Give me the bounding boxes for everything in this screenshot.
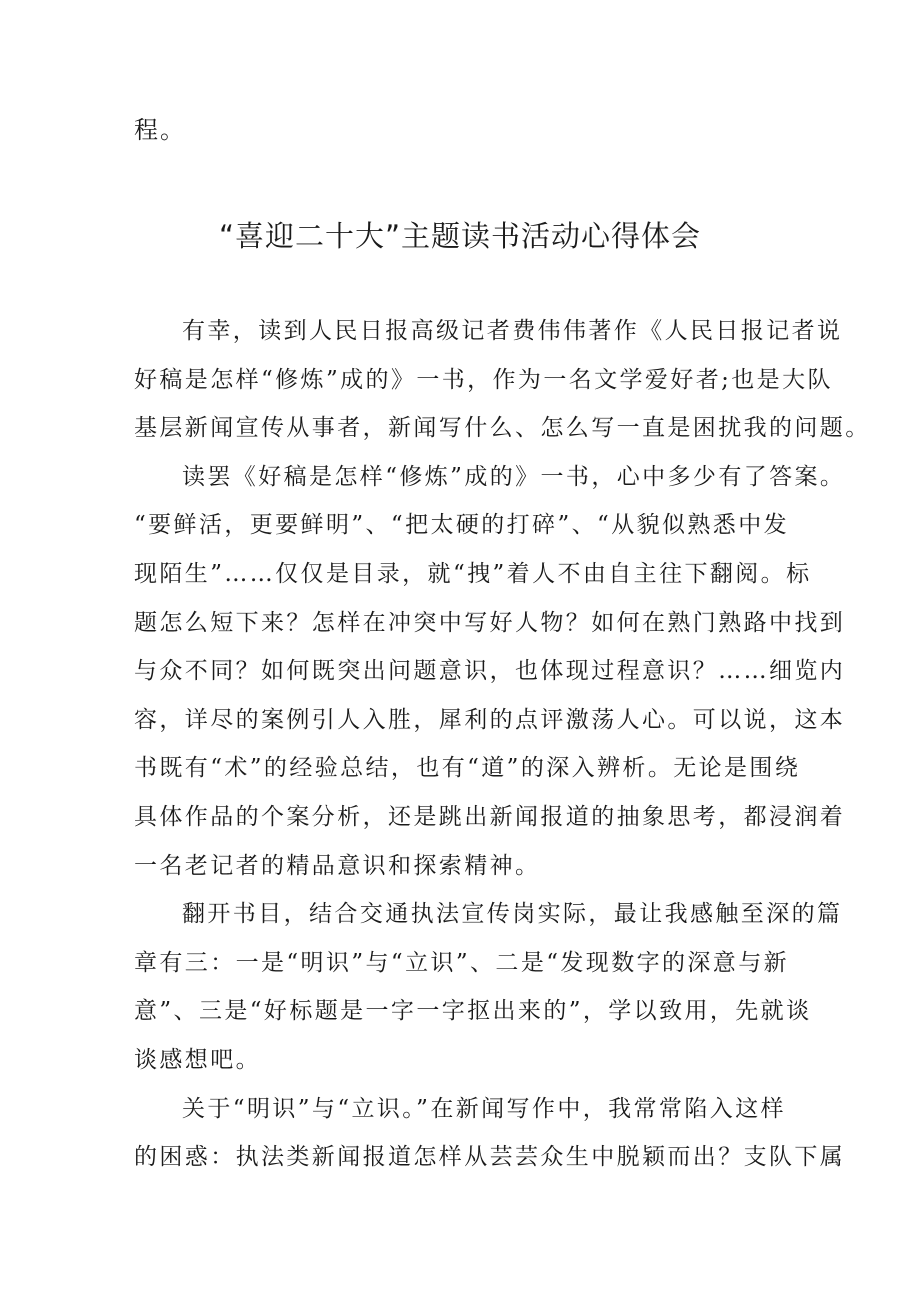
text-line: 一名老记者的精品意识和探索精神。 [134,852,541,879]
text-line: 好稿是怎样“修炼”成的》一书，作为一名文学爱好者;也是大队 [134,366,833,393]
text-line: 有幸，读到人民日报高级记者费伟伟著作《人民日报记者说 [182,318,843,344]
text-line: 现陌生”……仅仅是目录，就“拽”着人不由自主往下翻阅。标 [134,560,812,587]
text-line: 翻开书目，结合交通执法宣传岗实际，最让我感触至深的篇 [182,901,843,928]
text-line: 读罢《好稿是怎样“修炼”成的》一书，心中多少有了答案。 [182,463,846,490]
text-line: 谈感想吧。 [134,1046,261,1073]
text-line: 关于“明识”与“立识。”在新闻写作中，我常常陷入这样 [182,1095,786,1122]
document-title: “喜迎二十大”主题读书活动心得体会 [218,219,702,253]
text-line: 与众不同？如何既突出问题意识，也体现过程意识？……细览内 [134,658,846,685]
text-line: 意”、三是“好标题是一字一字抠出来的”，学以致用，先就谈 [134,998,812,1025]
text-line: 章有三：一是“明识”与“立识”、二是“发现数字的深意与新 [134,949,789,976]
previous-section-ending: 程。 [134,116,186,144]
text-line: 题怎么短下来？怎样在冲突中写好人物？如何在熟门熟路中找到 [134,609,846,636]
essay-body [134,311,871,1186]
text-line: 具体作品的个案分析，还是跳出新闻报道的抽象思考，都浸润着 [134,803,846,830]
text-line: 容，详尽的案例引人入胜，犀利的点评激荡人心。可以说，这本 [134,706,846,733]
text-line: 书既有“术”的经验总结，也有“道”的深入辨析。无论是围绕 [134,755,801,782]
text-line: 的困惑：执法类新闻报道怎样从芸芸众生中脱颖而出？支队下属 [134,1144,846,1171]
text-line: 基层新闻宣传从事者，新闻写什么、怎么写一直是困扰我的问题。 [134,415,871,442]
text-line: “要鲜活，更要鲜明”、“把太硬的打碎”、“从貌似熟悉中发 [134,512,789,539]
